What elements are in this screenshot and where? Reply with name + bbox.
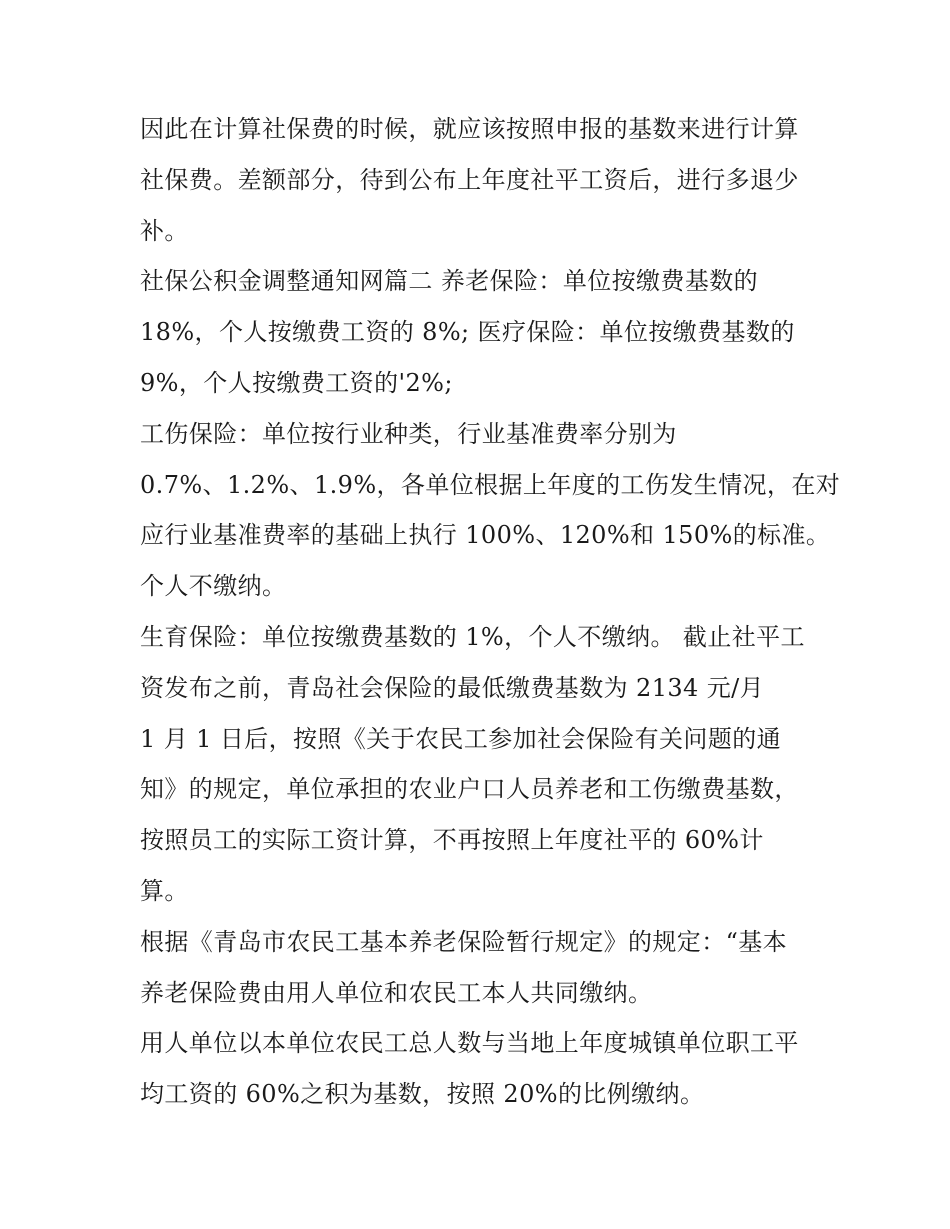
- text-line: 工伤保险：单位按行业种类，行业基准费率分别为: [140, 419, 677, 448]
- text-line: 社保费。差额部分，待到公布上年度社平工资后，进行多退少: [140, 165, 799, 194]
- text-line: 均工资的 60%之积为基数，按照 20%的比例缴纳。: [140, 1080, 705, 1109]
- document-body: [140, 104, 841, 1120]
- text-line: 社保公积金调整通知网篇二 养老保险：单位按缴费基数的: [140, 267, 759, 296]
- text-line: 应行业基准费率的基础上执行 100%、120%和 150%的标准。: [140, 521, 831, 550]
- text-line: 18%，个人按缴费工资的 8%; 医疗保险：单位按缴费基数的: [140, 318, 795, 347]
- text-line: 补。: [140, 216, 189, 245]
- text-line: 因此在计算社保费的时候，就应该按照申报的基数来进行计算: [140, 115, 799, 143]
- text-line: 0.7%、1.2%、1.9%，各单位根据上年度的工伤发生情况，在对: [140, 470, 841, 499]
- text-line: 按照员工的实际工资计算，不再按照上年度社平的 60%计: [140, 826, 764, 855]
- text-line: 9%，个人按缴费工资的'2%;: [140, 368, 453, 397]
- text-line: 养老保险费由用人单位和农民工本人共同缴纳。: [140, 978, 653, 1007]
- text-line: 生育保险：单位按缴费基数的 1%，个人不缴纳。 截止社平工: [140, 622, 805, 651]
- text-line: 算。: [140, 876, 189, 905]
- text-line: 1 月 1 日后，按照《关于农民工参加社会保险有关问题的通: [140, 724, 782, 753]
- text-line: 知》的规定，单位承担的农业户口人员养老和工伤缴费基数，: [140, 775, 799, 804]
- text-line: 根据《青岛市农民工基本养老保险暂行规定》的规定：“基本: [140, 927, 788, 956]
- text-line: 资发布之前，青岛社会保险的最低缴费基数为 2134 元/月: [140, 673, 765, 702]
- text-line: 个人不缴纳。: [140, 572, 287, 601]
- text-line: 用人单位以本单位农民工总人数与当地上年度城镇单位职工平: [140, 1029, 799, 1058]
